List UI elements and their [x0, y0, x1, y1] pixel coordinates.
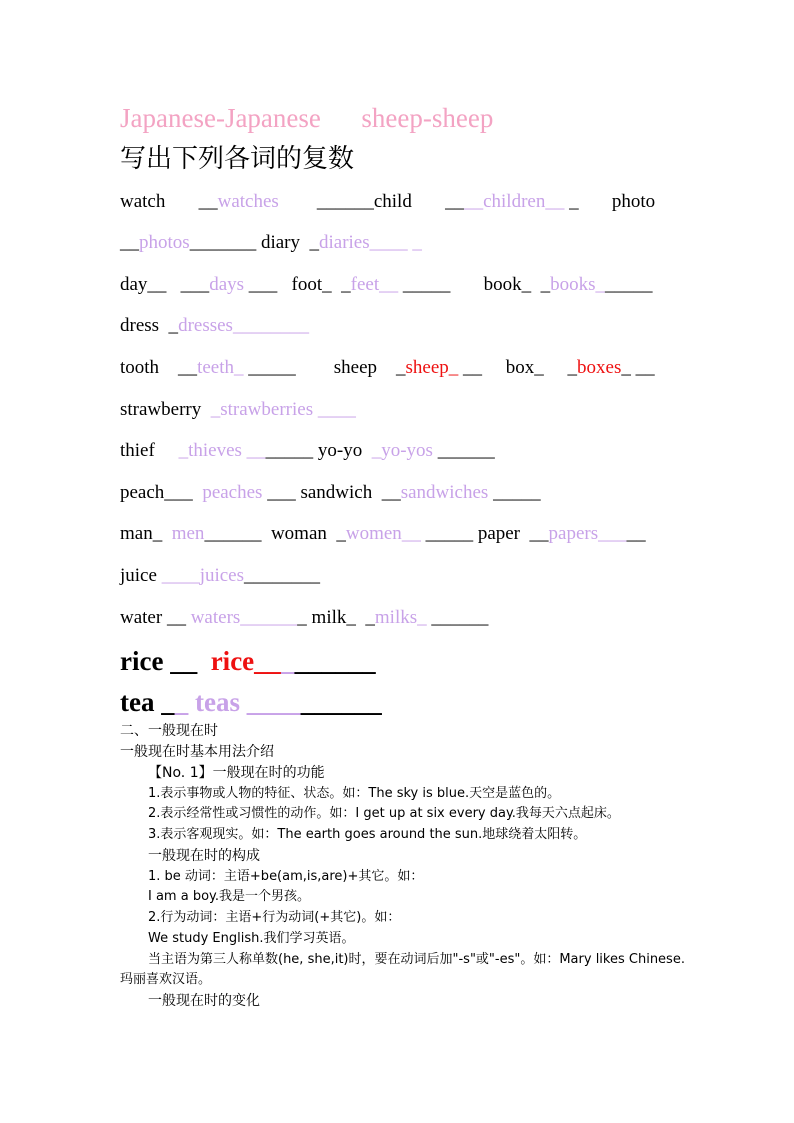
answer-days: days — [209, 274, 245, 295]
structure-item-2: 2.行为动词：主语+行为动词(+其它)。如： — [148, 910, 401, 925]
answer-watches: watches — [217, 191, 279, 212]
answer-sandwiches: sandwiches — [400, 482, 489, 503]
answer-men: men — [171, 523, 205, 544]
answer-photos: photos — [139, 232, 190, 253]
structure-example-2: We study English.我们学习英语。 — [148, 931, 355, 946]
function-title: 【No. 1】一般现在时的功能 — [148, 765, 325, 781]
exercise-line-13: tea __ teas __________ — [120, 687, 382, 717]
exercise-line-7: thief _thieves _______ yo-yo _yo-yos ______ — [120, 440, 495, 461]
plural-example-sheep: sheep-sheep — [361, 103, 494, 133]
exercise-line-12: rice __ rice_________ — [120, 646, 376, 676]
answer-dresses: dresses — [178, 315, 233, 336]
answer-boxes: boxes — [577, 357, 622, 378]
answer-strawberries: _strawberries ____ — [210, 399, 356, 420]
third-person-rule-cont: 玛丽喜欢汉语。 — [120, 972, 212, 987]
answer-children: __children__ — [464, 191, 565, 212]
exercise-line-6: strawberry _strawberries ____ — [120, 399, 356, 420]
answer-women: women — [345, 523, 402, 544]
function-item-3: 3.表示客观现实。如：The earth goes around the sun.地球绕着太阳转。 — [148, 827, 587, 842]
answer-thieves: _thieves __ — [178, 440, 266, 461]
exercise-line-1: watch __watches ______child ____children__ _ photo — [120, 191, 656, 212]
exercise-line-11: water __ waters_______ milk_ _milks_ ______ — [120, 607, 489, 628]
exercise-line-3: day__ ___days ___ foot_ _feet__ _____ book_ _books______ — [120, 274, 653, 295]
exercise-line-10: juice ____juices________ — [120, 565, 321, 586]
third-person-rule: 当主语为第三人称单数(he, she,it)时，要在动词后加"-s"或"-es"。如：Mary likes Chinese. — [148, 952, 685, 967]
plural-example-japanese: Japanese-Japanese — [120, 103, 321, 133]
exercise-title: 写出下列各词的复数 — [120, 144, 355, 174]
answer-rice: rice — [210, 646, 255, 676]
answer-waters: waters — [190, 607, 241, 628]
changes-title: 一般现在时的变化 — [148, 993, 260, 1009]
structure-item-1: 1. be 动词：主语+be(am,is,are)+其它。如： — [148, 869, 424, 884]
answer-sheep: sheep — [405, 357, 449, 378]
section-subheading: 一般现在时基本用法介绍 — [120, 744, 274, 760]
function-item-1: 1.表示事物或人物的特征、状态。如：The sky is blue.天空是蓝色的。 — [148, 786, 561, 801]
exercise-line-9: man_ men______ woman _women__ _____ paper __papers_____ — [120, 523, 646, 544]
section-heading: 二、一般现在时 — [120, 723, 218, 739]
answer-feet: feet — [350, 274, 380, 295]
exercise-line-4: dress _dresses________ — [120, 315, 309, 336]
function-item-2: 2.表示经常性或习惯性的动作。如：I get up at six every day.我每天六点起床。 — [148, 806, 620, 821]
exercise-line-8: peach___ peaches ___ sandwich __sandwiches _____ — [120, 482, 541, 503]
answer-juices: ____juices — [161, 565, 245, 586]
exercise-line-5: tooth __teeth_ _____ sheep _sheep_ __ box_ _boxes_ __ — [120, 357, 655, 378]
answer-yo-yos: _yo-yos — [371, 440, 433, 461]
answer-books: books — [550, 274, 596, 295]
exercise-line-2: __photos_______ diary _diaries____ _ — [120, 232, 422, 253]
structure-title: 一般现在时的构成 — [148, 848, 260, 864]
answer-teeth: teeth — [197, 357, 234, 378]
answer-papers: papers — [548, 523, 599, 544]
answer-milks: milks — [374, 607, 418, 628]
answer-teas: teas — [194, 687, 240, 717]
answer-diaries: diaries — [318, 232, 370, 253]
structure-example-1: I am a boy.我是一个男孩。 — [148, 889, 311, 904]
plural-rule-line — [120, 105, 493, 132]
answer-peaches: peaches — [202, 482, 263, 503]
